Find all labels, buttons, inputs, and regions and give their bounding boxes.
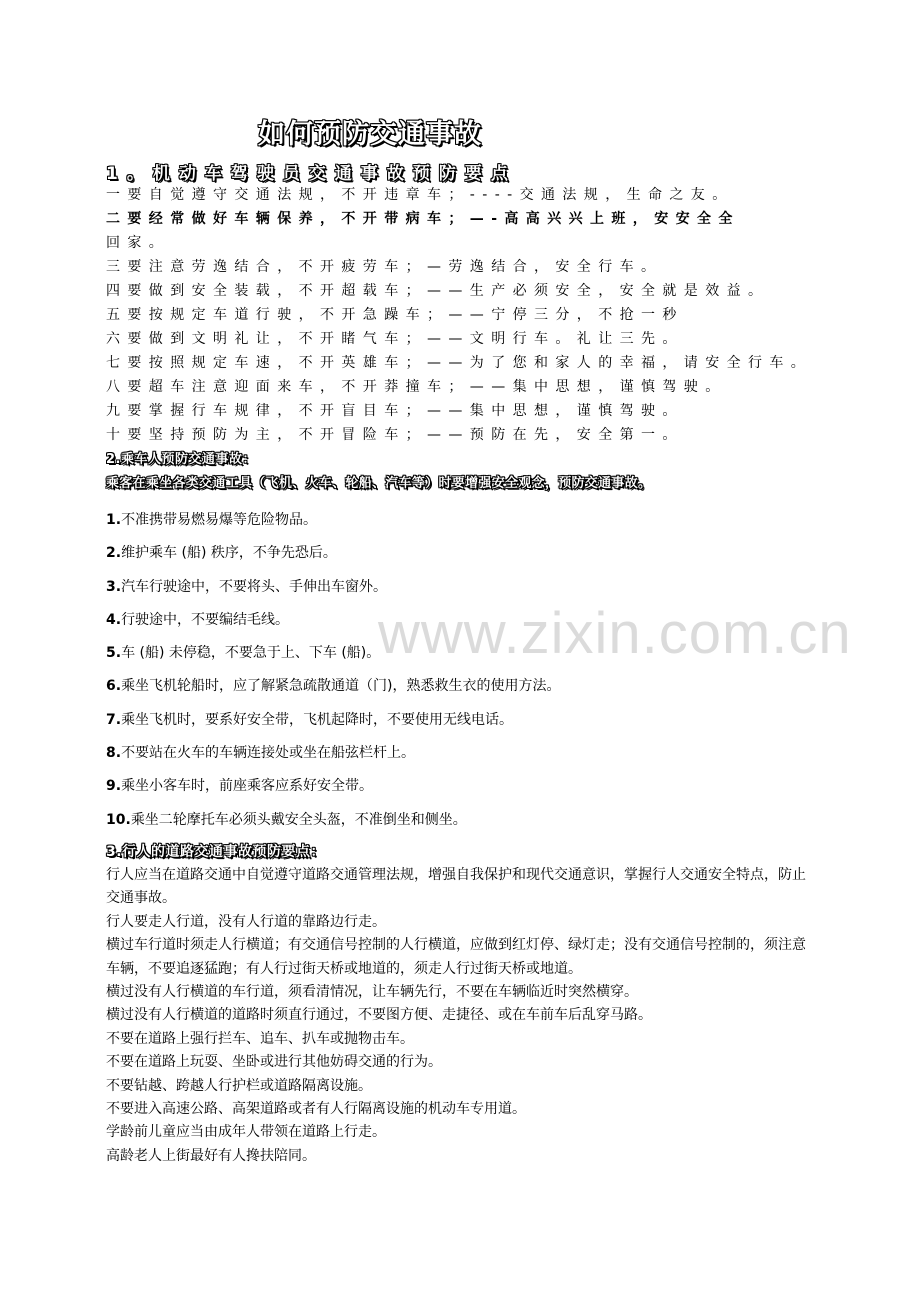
list-item — [106, 576, 806, 609]
list-item-number: 7. — [106, 711, 122, 728]
list-item-number: 8. — [106, 745, 122, 762]
list-item-number: 5. — [106, 645, 122, 662]
section2-heading: 2.乘车人预防交通事故： — [106, 452, 256, 467]
list-item — [106, 542, 806, 575]
section3-paragraphs — [106, 864, 806, 1168]
section1-line: 二要经常做好车辆保养，不开带病车；—-高高兴兴上班，安安全全 — [106, 211, 740, 227]
list-item-text: 车 (船) 未停稳，不要急于上、下车 (船)。 — [121, 645, 381, 662]
list-item-number: 10. — [106, 811, 131, 828]
section1-line: 五要按规定车道行驶，不开急躁车；——宁停三分，不抢一秒 — [106, 307, 684, 323]
document-title: 如何预防交通事故 — [258, 119, 482, 150]
list-item-number: 2. — [106, 545, 122, 562]
list-item-number: 6. — [106, 678, 122, 695]
paragraph: 不要在道路上强行拦车、追车、扒车或抛物击车。 — [106, 1030, 414, 1047]
section1-line: 回家。 — [106, 235, 171, 251]
section1-line: 三要注意劳逸结合，不开疲劳车；—劳逸结合，安全行车。 — [106, 259, 663, 275]
paragraph: 横过车行道时须走人行横道；有交通信号控制的人行横道，应做到红灯停、绿灯走；没有交通信号控制的，须注意车辆，不要追逐猛跑；有人行过街天桥或地道的，须走人行过街天桥或地道。 — [106, 937, 806, 977]
paragraph: 不要进入高速公路、高架道路或者有人行隔离设施的机动车专用道。 — [106, 1101, 526, 1118]
list-item — [106, 675, 806, 708]
list-item-number: 9. — [106, 778, 122, 795]
list-item-text: 不要站在火车的车辆连接处或坐在船弦栏杆上。 — [121, 745, 416, 762]
paragraph: 高龄老人上街最好有人搀扶陪同。 — [106, 1147, 316, 1164]
paragraph: 横过没有人行横道的道路时须直行通过，不要图方便、走捷径、或在车前车后乱穿马路。 — [106, 1007, 652, 1024]
list-item — [106, 609, 806, 642]
list-item-text: 乘坐小客车时，前座乘客应系好安全带。 — [121, 778, 374, 795]
paragraph: 行人应当在道路交通中自觉遵守道路交通管理法规，增强自我保护和现代交通意识，掌握行人交通安全特点，防止交通事故。 — [106, 867, 806, 907]
list-item-number: 1. — [106, 512, 122, 528]
list-item — [106, 509, 806, 542]
section1-line: 九要掌握行车规律，不开盲目车；——集中思想，谨慎驾驶。 — [106, 403, 684, 419]
list-item — [106, 809, 806, 842]
list-item — [106, 775, 806, 808]
section1-line: 一要自觉遵守交通法规，不开违章车；----交通法规，生命之友。 — [106, 187, 734, 203]
paragraph: 行人要走人行道，没有人行道的靠路边行走。 — [106, 913, 386, 930]
list-item — [106, 709, 806, 742]
list-item-text: 行驶途中，不要编结毛线。 — [121, 611, 290, 628]
list-item-number: 3. — [106, 578, 122, 595]
list-item — [106, 642, 806, 675]
list-item-text: 乘坐二轮摩托车必须头戴安全头盔，不准倒坐和侧坐。 — [130, 811, 467, 828]
paragraph: 不要在道路上玩耍、坐卧或进行其他妨碍交通的行为。 — [106, 1054, 442, 1071]
list-item-text: 维护乘车 (船) 秩序，不争先恐后。 — [121, 545, 337, 562]
section1-line: 八要超车注意迎面来车，不开莽撞车；——集中思想，谨慎驾驶。 — [106, 379, 727, 395]
paragraph: 横过没有人行横道的车行道，须看清情况，让车辆先行，不要在车辆临近时突然横穿。 — [106, 984, 638, 1001]
section1-line: 六要做到文明礼让，不开睹气车；——文明行车。礼让三先。 — [106, 331, 684, 347]
list-item-text: 乘坐飞机时，要系好安全带，飞机起降时，不要使用无线电话。 — [121, 711, 514, 728]
list-item — [106, 742, 806, 775]
list-item-text: 不准携带易燃易爆等危险物品。 — [121, 512, 318, 528]
section1-line: 七要按照规定车速，不开英雄车；——为了您和家人的幸福，请安全行车。 — [106, 355, 813, 371]
section2-intro: 乘客在乘坐各类交通工具（飞机、火车、轮船、汽车等）时要增强安全观念，预防交通事故。 — [106, 476, 652, 491]
section1-line: 十要坚持预防为主，不开冒险车；——预防在先，安全第一。 — [106, 427, 684, 443]
list-item-text: 乘坐飞机轮船时，应了解紧急疏散通道（门)，熟悉救生衣的使用方法。 — [121, 678, 561, 695]
section2-list — [106, 509, 806, 842]
paragraph: 不要钻越、跨越人行护栏或道路隔离设施。 — [106, 1077, 372, 1094]
paragraph: 学龄前儿童应当由成年人带领在道路上行走。 — [106, 1124, 386, 1141]
section1-heading: 1。机动车驾驶员交通事故预防要点 — [106, 164, 517, 184]
list-item-text: 汽车行驶途中，不要将头、手伸出车窗外。 — [121, 578, 388, 595]
section1-lines — [106, 183, 813, 447]
watermark: www.zixin.com.cn — [378, 601, 852, 666]
list-item-number: 4. — [106, 611, 122, 628]
section3-heading: 3.行人的道路交通事故预防要点： — [106, 844, 326, 860]
section1-line: 四要做到安全装载，不开超载车；——生产必须安全，安全就是效益。 — [106, 283, 770, 299]
